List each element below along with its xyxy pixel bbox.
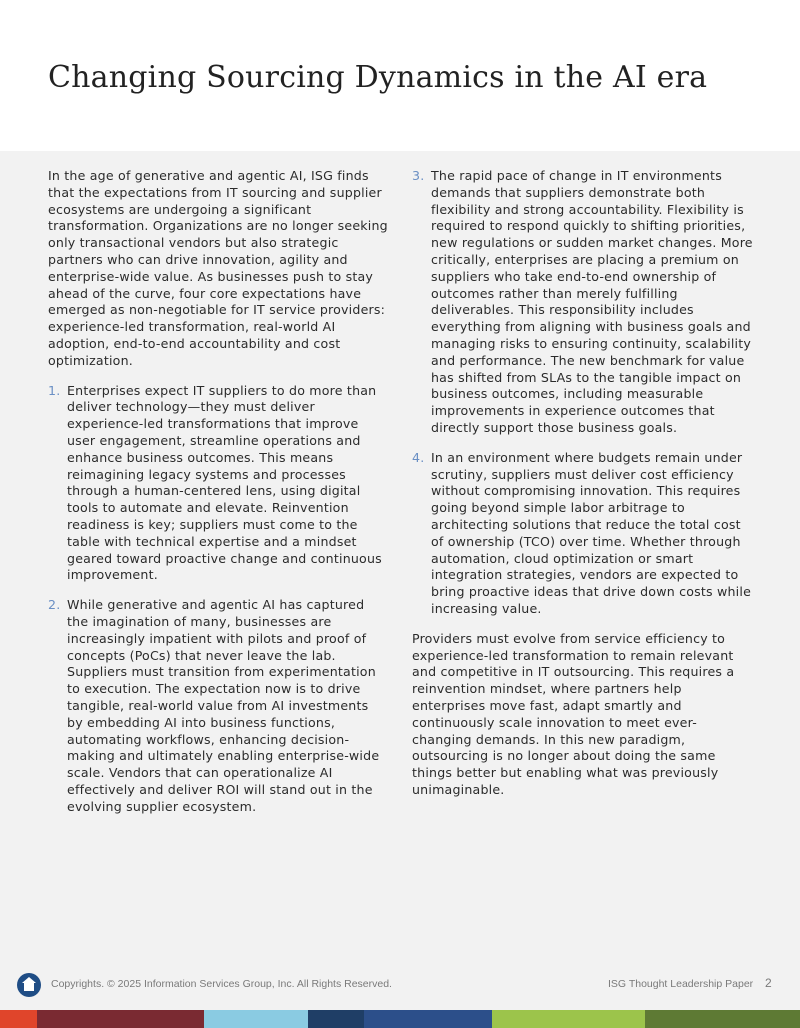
stripe-segment [204,1010,308,1028]
color-stripe [0,1010,800,1028]
isg-house-logo-icon [17,973,41,997]
stripe-segment [0,1010,37,1028]
left-column [48,168,388,828]
page-header [0,0,800,151]
list-number: 1. [48,382,61,398]
list-number: 2. [48,597,61,613]
stripe-segment [645,1010,800,1028]
stripe-segment [364,1010,492,1028]
list-item [48,597,388,815]
copyright-text: Copyrights. © 2025 Information Services Group, Inc. All Rights Reserved. [51,978,392,990]
page-title: Changing Sourcing Dynamics in the AI era [48,60,708,95]
right-column [412,168,754,799]
stripe-segment [492,1010,645,1028]
list-item-text: In an environment where budgets remain under scrutiny, suppliers must deliver cost efficiency without compromising innovation. This requires going beyond simple labor arbitrage to architecting solutions that reduce the total cost of ownership (TCO) over time. Whether through automation, cloud optimization or smart integration strategies, vendors are expected to bring proactive ideas that drive down costs while increasing value. [431,449,752,616]
list-number: 4. [412,449,425,465]
paper-label: ISG Thought Leadership Paper [608,978,754,990]
list-item-text: Enterprises expect IT suppliers to do more than deliver technology—they must deliver experience-led transformations that improve user engagement, streamline operations and enhance business outcomes. This means reimagining legacy systems and processes through a human-centered lens, using digital tools to automate and elevate. Reinvention readiness is key; suppliers must come to the table with technical expertise and a mindset geared toward proactive change and continuous improvement. [67,382,382,583]
list-item [412,168,754,437]
intro-paragraph: In the age of generative and agentic AI, ISG finds that the expectations from IT sourcing and supplier ecosystems are undergoing a significant transformation. Organizations are no longer seeking only transactional vendors but also strategic partners who can drive innovation, agility and enterprise-wide value. As businesses push to stay ahead of the curve, four core expectations have emerged as non-negotiable for IT service providers: experience-led transformation, real-world AI adoption, end-to-end accountability and cost optimization. [48,168,388,368]
page-footer [0,970,800,1000]
list-number: 3. [412,168,425,183]
page-number: 2 [765,976,772,990]
stripe-segment [308,1010,364,1028]
stripe-segment [37,1010,204,1028]
list-item [412,450,754,618]
closing-paragraph: Providers must evolve from service efficiency to experience-led transformation to remain relevant and competitive in IT outsourcing. This requires a reinvention mindset, where partners help enterprises move fast, adapt smartly and continuously scale innovation to meet ever-changing demands. In this new paradigm, outsourcing is no longer about doing the same things better but enabling what was previously unimaginable. [412,630,735,797]
list-item [48,383,388,585]
list-item-text: The rapid pace of change in IT environments demands that suppliers demonstrate both flexibility and strong accountability. Flexibility is required to respond quickly to shifting priorities, new regulations or sudden market changes. More critically, enterprises are placing a premium on suppliers who take end-to-end ownership of outcomes rather than merely fulfilling deliverables. This responsibility includes everything from aligning with business goals and managing risks to ensuring continuity, scalability and performance. The new benchmark for value has shifted from SLAs to the tangible impact on business outcomes, including measurable improvements in experience outcomes that directly support those business goals. [431,168,753,435]
list-item-text: While generative and agentic AI has captured the imagination of many, businesses are increasingly impatient with pilots and proof of concepts (PoCs) that never leave the lab. Suppliers must transition from experimentation to execution. The expectation now is to drive tangible, real-world value from AI investments by embedding AI into business functions, automating workflows, enhancing decision-making and ultimately enabling enterprise-wide scale. Vendors that can operationalize AI effectively and deliver ROI will stand out in the evolving supplier ecosystem. [67,597,380,814]
logo-body-shape [24,983,34,991]
